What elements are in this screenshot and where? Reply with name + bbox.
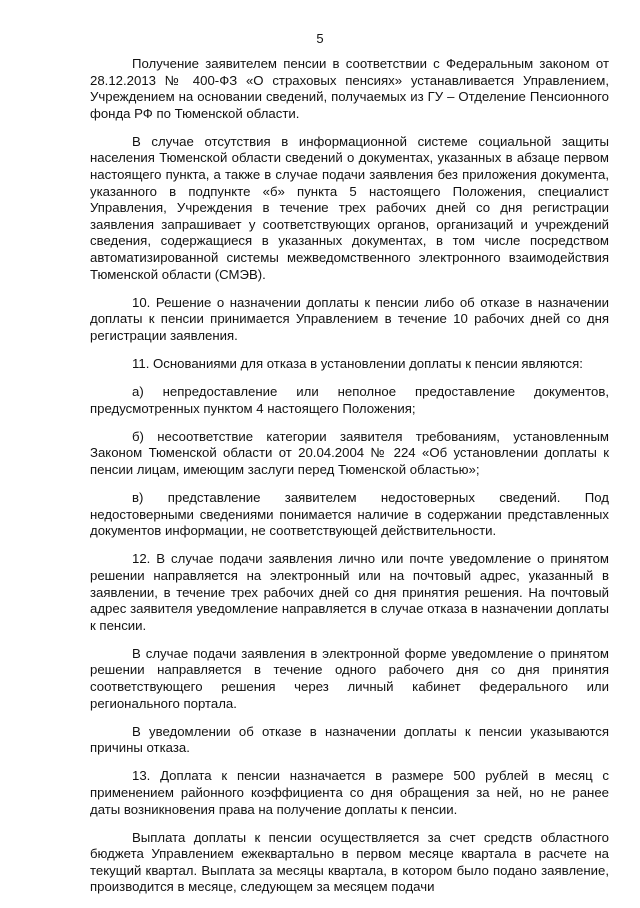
page-number: 5: [316, 31, 324, 46]
paragraph-item-11-a: а) непредоставление или неполное предоставление документов, предусмотренных пунктом 4 настоящего Положения;: [90, 384, 609, 416]
paragraph-item-13: 13. Доплата к пенсии назначается в размере 500 рублей в месяц с применением районного коэффициента со дня обращения за ней, но не ранее даты возникновения права на получение доплаты к пенсии.: [90, 768, 609, 817]
paragraph-item-10: 10. Решение о назначении доплаты к пенсии либо об отказе в назначении доплаты к пенсии принимается Управлением в течение 10 рабочих дней со дня регистрации заявления.: [90, 294, 609, 343]
paragraph-item-12: 12. В случае подачи заявления лично или почте уведомление о принятом решении направляется на электронный или на почтовый адрес, указанный в заявлении, в течение трех рабочих дней со дня принятия решения. На почтовый адрес заявителя уведомление направляется в случае отказа в назначении доплаты к пенсии.: [90, 551, 609, 633]
document-body: [90, 56, 609, 908]
paragraph-item-11-v: в) представление заявителем недостоверных сведений. Под недостоверными сведениями понимается наличие в содержании представленных документов информации, не соответствующей действительности.: [90, 490, 609, 539]
paragraph-payment: Выплата доплаты к пенсии осуществляется за счет средств областного бюджета Управлением ежеквартально в первом месяце квартала в расчете на текущий квартал. Выплата за месяцы квартала, в котором было подано заявление, производится в месяце, следующем за месяцем подачи: [90, 829, 609, 895]
paragraph-item-11: 11. Основаниями для отказа в установлении доплаты к пенсии являются:: [132, 356, 583, 371]
paragraph-absent-information: В случае отсутствия в информационной системе социальной защиты населения Тюменской области сведений о документах, указанных в абзаце первом настоящего пункта, а также в случае подачи заявления без приложения документа, указанного в подпункте «б» пункта 5 настоящего Положения, специалист Управления, Учреждения в течение трех рабочих дней со дня регистрации заявления запрашивает у соответствующих органов, организаций и учреждений сведения, содержащиеся в указанных документах, в том числе посредством автоматизированной системы межведомственного электронного взаимодействия Тюменской области (СМЭВ).: [90, 133, 609, 282]
paragraph-refusal-reasons: В уведомлении об отказе в назначении доплаты к пенсии указываются причины отказа.: [90, 723, 609, 756]
paragraph-electronic-notification: В случае подачи заявления в электронной форме уведомление о принятом решении направляется в течение одного рабочего дня со дня принятия соответствующего решения через личный кабинет федерального или регионального портала.: [90, 645, 609, 711]
paragraph-item-11-b: б) несоответствие категории заявителя требованиям, установленным Законом Тюменской области от 20.04.2004 № 224 «Об установлении доплаты к пенсии лицам, имеющим заслуги перед Тюменской областью»;: [90, 428, 609, 477]
paragraph-pension-receipt: Получение заявителем пенсии в соответствии с Федеральным законом от 28.12.2013 № 400-ФЗ «О страховых пенсиях» устанавливается Управлением, Учреждением на основании сведений, получаемых из ГУ – Отделение Пенсионного фонда РФ по Тюменской области.: [90, 56, 609, 121]
